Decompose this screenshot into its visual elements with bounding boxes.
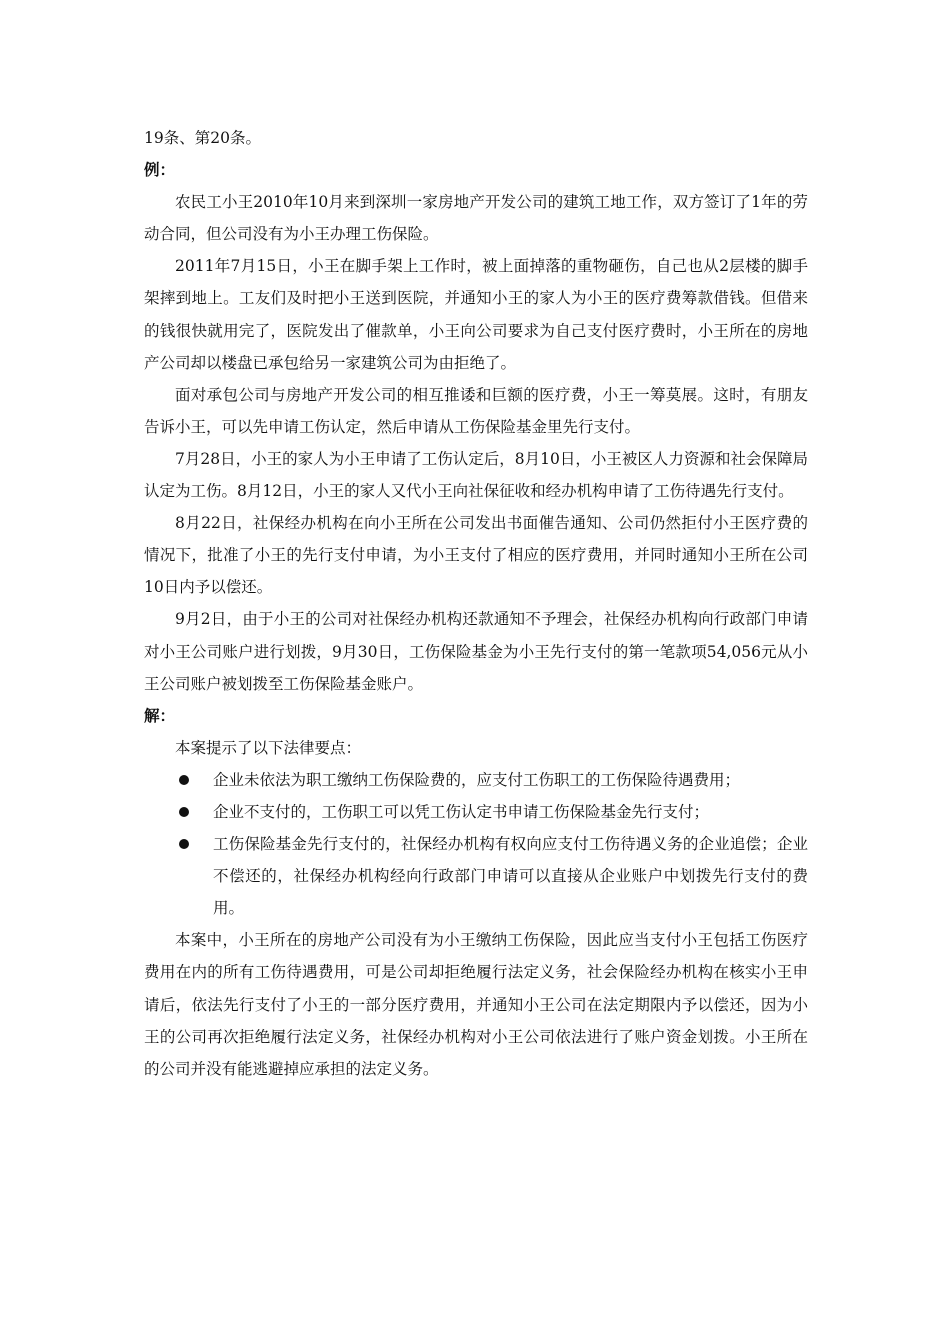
document-body — [144, 122, 808, 1085]
legal-point-text: 企业不支付的，工伤职工可以凭工伤认定书申请工伤保险基金先行支付； — [213, 802, 710, 821]
continuation-text: 19条、第20条。 — [144, 129, 261, 147]
bullet-dot-icon — [179, 839, 189, 849]
legal-point-text: 工伤保险基金先行支付的，社保经办机构有权向应支付工伤待遇义务的企业追偿；企业不偿还的，社保经办机构经向行政部门申请可以直接从企业账户中划拨先行支付的费用。 — [213, 835, 808, 918]
bullet-dot-icon — [179, 775, 189, 785]
solution-intro: 本案提示了以下法律要点： — [175, 738, 362, 757]
example-paragraph-4: 7月28日，小王的家人为小王申请了工伤认定后，8月10日，小王被区人力资源和社会保障局认定为工伤。8月12日，小王的家人又代小王向社保征收和经办机构申请了工伤待遇先行支付。 — [144, 449, 808, 501]
bullet-dot-icon — [179, 807, 189, 817]
example-paragraph-2: 2011年7月15日，小王在脚手架上工作时，被上面掉落的重物砸伤，自己也从2层楼的脚手架摔到地上。工友们及时把小王送到医院，并通知小王的家人为小王的医疗费筹款借钱。但借来的钱很快就用完了，医院发出了催款单，小王向公司要求为自己支付医疗费时，小王所在的房地产公司却以楼盘已承包给另一家建筑公司为由拒绝了。 — [144, 257, 808, 372]
example-paragraph-6: 9月2日，由于小王的公司对社保经办机构还款通知不予理会，社保经办机构向行政部门申请对小王公司账户进行划拨，9月30日，工伤保险基金为小王先行支付的第一笔款项54,056元从小王公司账户被划拨至工伤保险基金账户。 — [144, 610, 808, 693]
example-paragraph-1: 农民工小王2010年10月来到深圳一家房地产开发公司的建筑工地工作，双方签订了1年的劳动合同，但公司没有为小王办理工伤保险。 — [144, 193, 808, 244]
solution-heading: 解： — [144, 706, 176, 725]
legal-point-2 — [144, 796, 808, 828]
conclusion-paragraph: 本案中，小王所在的房地产公司没有为小王缴纳工伤保险，因此应当支付小王包括工伤医疗费用在内的所有工伤待遇费用，可是公司却拒绝履行法定义务，社会保险经办机构在核实小王申请后，依法先行支付了小王的一部分医疗费用，并通知小王公司在法定期限内予以偿还，因为小王的公司再次拒绝履行法定义务，社保经办机构对小王公司依法进行了账户资金划拨。小王所在的公司并没有能逃避掉应承担的法定义务。 — [144, 931, 808, 1078]
example-paragraph-5: 8月22日，社保经办机构在向小王所在公司发出书面催告通知、公司仍然拒付小王医疗费的情况下，批准了小王的先行支付申请，为小王支付了相应的医疗费用，并同时通知小王所在公司10日内予以偿还。 — [144, 514, 808, 597]
legal-point-1 — [144, 764, 808, 796]
legal-point-text: 企业未依法为职工缴纳工伤保险费的，应支付工伤职工的工伤保险待遇费用； — [213, 770, 741, 789]
example-heading: 例： — [144, 161, 176, 180]
legal-point-3 — [144, 828, 808, 924]
example-paragraph-3: 面对承包公司与房地产开发公司的相互推诿和巨额的医疗费，小王一筹莫展。这时，有朋友告诉小王，可以先申请工伤认定，然后申请从工伤保险基金里先行支付。 — [144, 385, 808, 436]
